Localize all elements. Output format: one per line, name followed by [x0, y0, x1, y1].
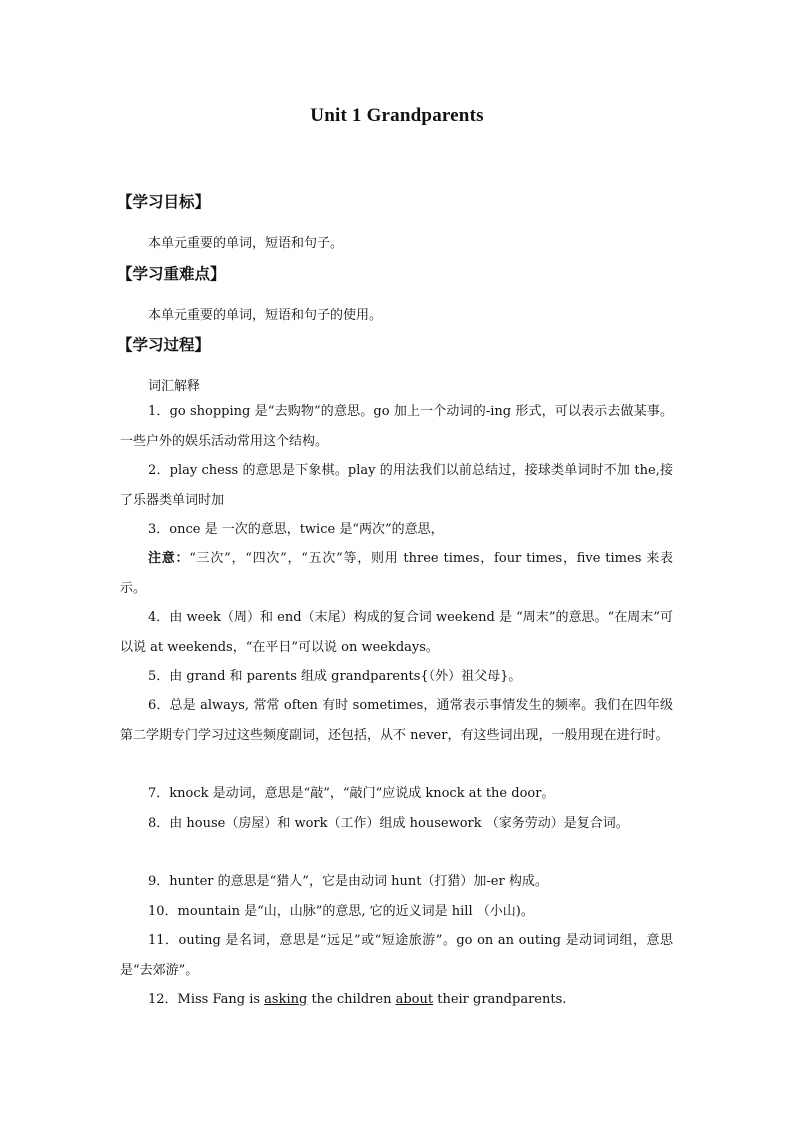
vocab-item-4: 4．由 week（周）和 end（末尾）构成的复合词 weekend 是 “周末”的意思。“在周末”可以说 at weekends，“在平日”可以说 on weekdays。 [120, 610, 673, 655]
vocab-item-12 [120, 985, 673, 1015]
note-paragraph [120, 544, 673, 603]
vocab-item-6: 6．总是 always, 常常 often 有时 sometimes，通常表示事情发生的频率。我们在四年级第二学期专门学习过这些频度副词，还包括，从不 never，有这些词出现，一般用现在进行时。 [120, 698, 673, 743]
item12-middle: the children [307, 992, 396, 1007]
item12-underlined-asking: asking [264, 992, 308, 1007]
heading-learning-process: 【学习过程】 [117, 336, 211, 354]
vocab-item-11: 11．outing 是名词，意思是“远足”或“短途旅游”。go on an outing 是动词词组，意思是“去郊游”。 [120, 933, 673, 978]
heading-key-points: 【学习重难点】 [117, 265, 226, 283]
vocab-item-5: 5．由 grand 和 parents 组成 grandparents{（外）祖父母}。 [148, 669, 522, 684]
vocab-item-9: 9．hunter 的意思是“猎人”，它是由动词 hunt（打猎）加-er 构成。 [148, 874, 548, 889]
note-label: 注意： [148, 551, 190, 566]
vocab-item-10: 10．mountain 是“山，山脉”的意思, 它的近义词是 hill （小山)。 [148, 904, 534, 919]
item12-underlined-about: about [395, 992, 434, 1007]
vocab-item-8: 8．由 house（房屋）和 work（工作）组成 housework （家务劳动）是复合词。 [148, 816, 629, 831]
key-points-text: 本单元重要的单词，短语和句子的使用。 [148, 308, 383, 323]
vocab-item-2: 2．play chess 的意思是下象棋。play 的用法我们以前总结过，接球类单词时不加 the,接了乐器类单词时加 [120, 463, 673, 508]
item12-suffix: their grandparents. [433, 992, 567, 1007]
vocabulary-subheading: 词汇解释 [148, 379, 201, 394]
item12-prefix: 12．Miss Fang is [148, 992, 265, 1007]
vocab-item-3: 3．once 是 一次的意思，twice 是“两次”的意思， [148, 522, 444, 537]
document-title: Unit 1 Grandparents [310, 105, 484, 126]
learning-goal-text: 本单元重要的单词，短语和句子。 [148, 236, 344, 251]
note-text: “三次”，“四次”，“五次”等，则用 three times，four times，five times 来表示。 [120, 551, 673, 596]
heading-learning-goal: 【学习目标】 [117, 193, 211, 211]
vocab-item-7: 7．knock 是动词，意思是“敲”，“敲门”应说成 knock at the door。 [148, 786, 555, 801]
vocab-item-1: 1．go shopping 是“去购物”的意思。go 加上一个动词的-ing 形式，可以表示去做某事。一些户外的娱乐活动常用这个结构。 [120, 404, 673, 449]
